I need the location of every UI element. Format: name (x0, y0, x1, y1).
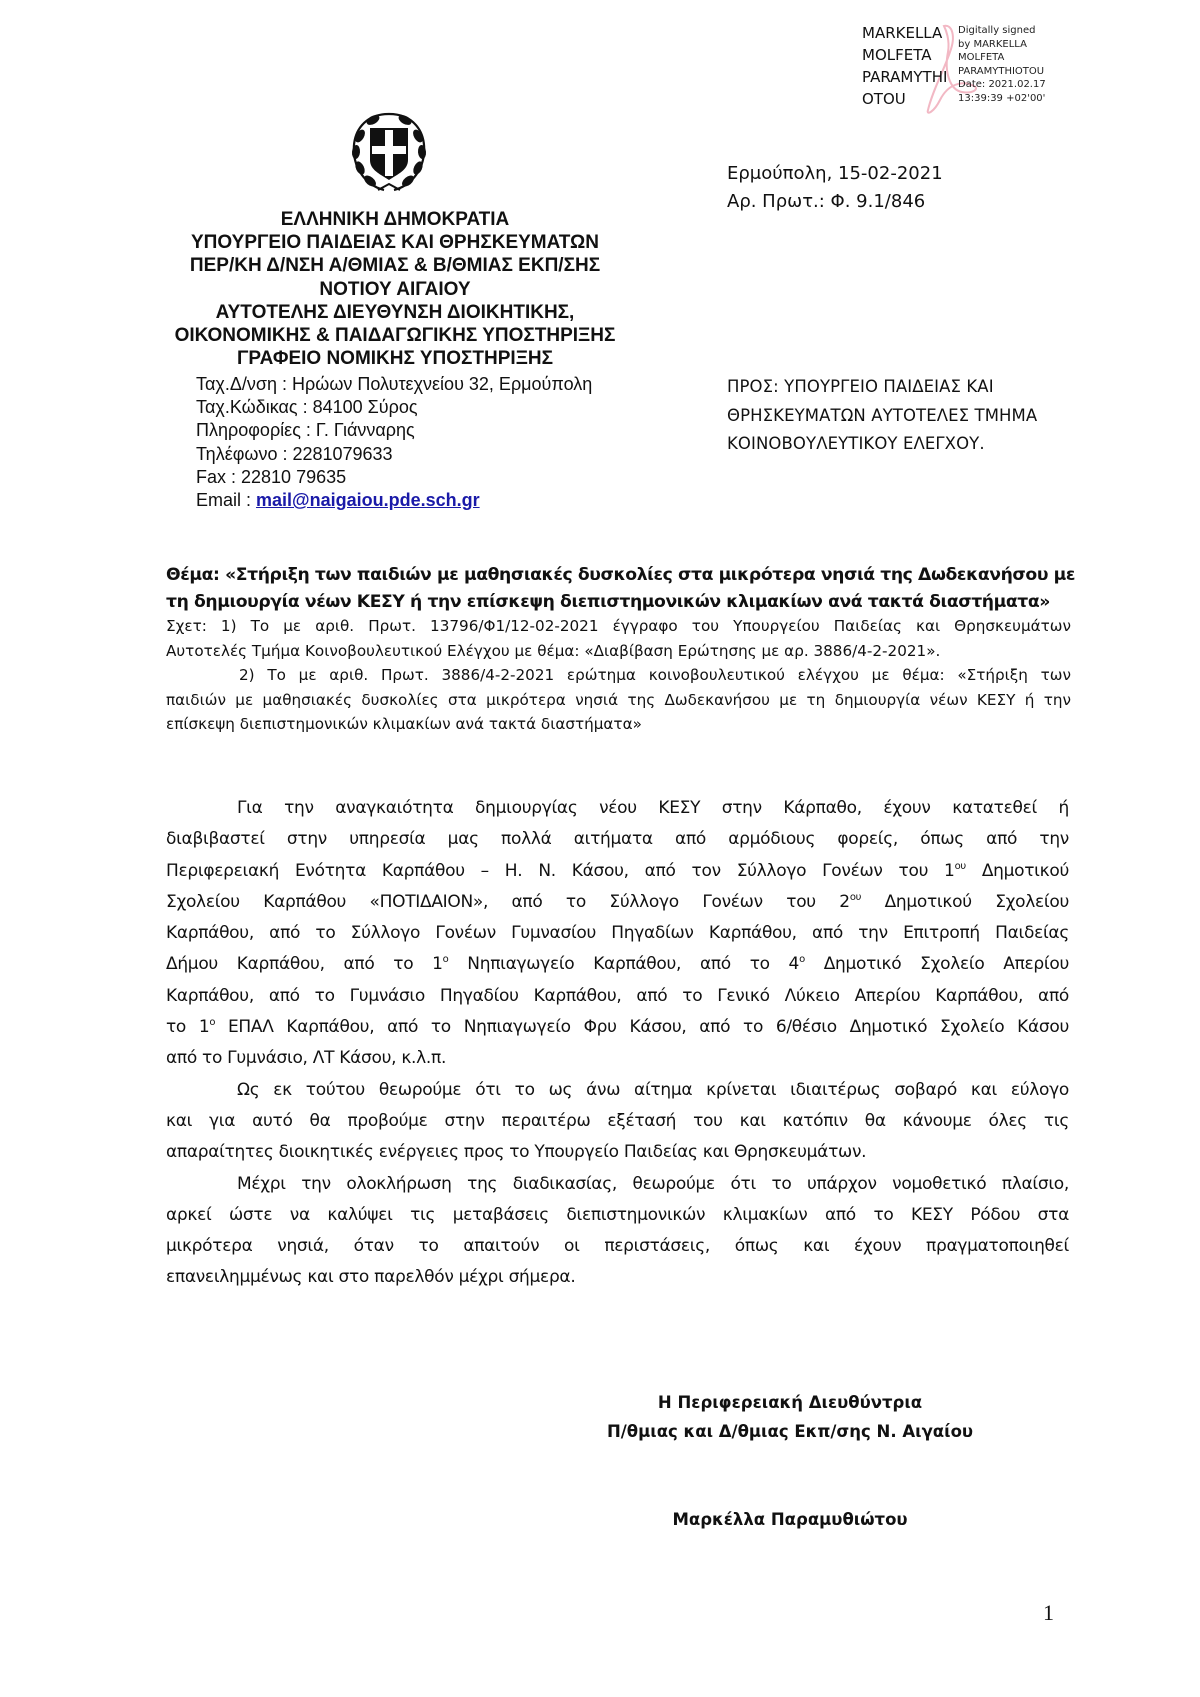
greek-coat-of-arms-icon (348, 110, 430, 194)
paragraph-line: επανειλημμένως και στο παρελθόν μέχρι σήμερα. (166, 1267, 576, 1288)
signer-name-line: OTOU (862, 90, 906, 108)
reference-line: Αυτοτελές Τμήμα Κοινοβουλευτικού Ελέγχου με θέμα: «Διαβίβαση Ερώτησης με αρ. 3886/4-2-2021». (166, 641, 941, 660)
signatory-name: Μαρκέλλα Παραμυθιώτου (672, 1510, 908, 1529)
text-span: Δημοτικό Σχολείο Απερίου (804, 954, 1069, 975)
digital-signature-stamp (862, 22, 1062, 117)
signature-date: Date: 2021.02.17 (958, 79, 1046, 90)
contact-person: Πληροφορίες : Γ. Γιάνναρης (196, 420, 415, 441)
paragraph-line: από το Γυμνάσιο, ΛΤ Κάσου, κ.λ.π. (166, 1048, 447, 1069)
postal-address: Ταχ.Δ/νση : Ηρώων Πολυτεχνείου 32, Ερμούπολη (196, 374, 593, 394)
date-protocol-block (727, 160, 943, 216)
subject-line: τη δημιουργία νέων ΚΕΣΥ ή την επίσκεψη διεπιστημονικών κλιμακίων ανά τακτά διαστήματα» (166, 592, 1050, 612)
authority-line: ΟΙΚΟΝΟΜΙΚΗΣ & ΠΑΙΔΑΓΩΓΙΚΗΣ ΥΠΟΣΤΗΡΙΞΗΣ (174, 325, 616, 347)
authority-line: ΥΠΟΥΡΓΕΙΟ ΠΑΙΔΕΙΑΣ ΚΑΙ ΘΡΗΣΚΕΥΜΑΤΩΝ (191, 232, 599, 254)
page-number: 1 (1043, 1600, 1054, 1625)
paragraph-line: απαραίτητες διοικητικές ενέργειες προς το Υπουργείο Παιδείας και Θρησκευμάτων. (166, 1142, 867, 1163)
paragraph-line: Καρπάθου, από το Γυμνάσιο Πηγαδίου Καρπάθου, από το Γενικό Λύκειο Απερίου Καρπάθου, από (166, 985, 1069, 1006)
ordinal-superscript: ο (442, 954, 449, 966)
fax-number: Fax : 22810 79635 (196, 466, 347, 487)
recipient-line: ΠΡΟΣ: ΥΠΟΥΡΓΕΙΟ ΠΑΙΔΕΙΑΣ ΚΑΙ (727, 377, 994, 396)
reference-line: Σχετ: 1) Το με αριθ. Πρωτ. 13796/Φ1/12-02-2021 έγγραφο του Υπουργείου Παιδείας και Θρησκευμάτων (166, 617, 1071, 635)
text-span: Σχολείου Καρπάθου «ΠΟΤΙΔΑΙΟΝ», από το Σύλλογο Γονέων του 2 (166, 891, 850, 912)
document-date: Ερμούπολη, 15-02-2021 (727, 163, 943, 184)
ordinal-superscript: ο (799, 954, 805, 966)
ordinal-superscript: ου (954, 860, 966, 872)
text-span: Δήμου Καρπάθου, από το 1 (166, 954, 443, 975)
authority-line: ΓΡΑΦΕΙΟ ΝΟΜΙΚΗΣ ΥΠΟΣΤΗΡΙΞΗΣ (236, 348, 554, 370)
signer-name-line: PARAMYTHI (862, 68, 948, 86)
paragraph-line (166, 1012, 1069, 1043)
contact-info (196, 373, 592, 512)
text-span: Δημοτικού Σχολείου (861, 891, 1069, 912)
email-line (196, 489, 592, 512)
authority-line: ΝΟΤΙΟΥ ΑΙΓΑΙΟΥ (319, 278, 471, 300)
reference-line: 2) Το με αριθ. Πρωτ. 3886/4-2-2021 ερώτημα κοινοβουλευτικού ελέγχου με θέμα: «Στήριξη των (239, 666, 1071, 684)
subject-line: Θέμα: «Στήριξη των παιδιών με μαθησιακές δυσκολίες στα μικρότερα νησιά της Δωδεκανήσου με (166, 565, 1076, 585)
paragraph-line: Ως εκ τούτου θεωρούμε ότι το ως άνω αίτημα κρίνεται ιδιαιτέρως σοβαρό και εύλογο (237, 1079, 1069, 1100)
paragraph-line: Μέχρι την ολοκλήρωση της διαδικασίας, θεωρούμε ότι το υπάρχον νομοθετικό πλαίσιο, (237, 1173, 1069, 1194)
email-label: Email : (196, 490, 257, 511)
signature-detail-line: PARAMYTHIOTOU (958, 65, 1045, 77)
protocol-number: Αρ. Πρωτ.: Φ. 9.1/846 (727, 191, 926, 212)
letter-body (166, 793, 1069, 1294)
paragraph-line: και για αυτό θα προβούμε στην περαιτέρω εξέτασή του και κατόπιν θα κάνουμε όλες τις (166, 1110, 1069, 1131)
paragraph-line: αρκεί ώστε να καλύψει τις μεταβάσεις διεπιστημονικών κλιμακίων από το ΚΕΣΥ Ρόδου στα (166, 1204, 1069, 1225)
signatory-title-line: Η Περιφερειακή Διευθύντρια (657, 1393, 923, 1412)
paragraph-line: διαβιβαστεί στην υπηρεσία μας πολλά αιτήματα από αρμόδιους φορείς, όπως από την (166, 829, 1069, 850)
ordinal-superscript: ου (849, 891, 862, 903)
paragraph-line (166, 949, 1069, 980)
reference-line: παιδιών με μαθησιακές δυσκολίες στα μικρότερα νησιά της Δωδεκανήσου με τη δημιουργία νέων ΚΕΣΥ ή την (166, 690, 1071, 709)
text-span: Περιφερειακή Ενότητα Καρπάθου – Η. Ν. Κάσου, από τον Σύλλογο Γονέων του 1 (166, 860, 955, 881)
signature-details (958, 24, 1046, 105)
postal-code: Ταχ.Κώδικας : 84100 Σύρος (196, 397, 418, 418)
signer-name-line: MOLFETA (862, 46, 932, 64)
text-span: το 1 (166, 1017, 210, 1038)
phone-number: Τηλέφωνο : 2281079633 (196, 443, 393, 464)
ordinal-superscript: ο (209, 1017, 216, 1029)
text-span: Νηπιαγωγείο Καρπάθου, από το 4 (448, 954, 800, 975)
text-span: ΕΠΑΛ Καρπάθου, από το Νηπιαγωγείο Φρυ Κάσου, από το 6/θέσιο Δημοτικό Σχολείο Κάσου (215, 1017, 1069, 1038)
signer-name-block (862, 22, 947, 110)
text-span: Δημοτικού (965, 860, 1069, 881)
recipient-line: ΚΟΙΝΟΒΟΥΛΕΥΤΙΚΟΥ ΕΛΕΓΧΟΥ. (727, 434, 985, 453)
email-link[interactable]: mail@naigaiou.pde.sch.gr (256, 490, 480, 511)
authority-line: ΕΛΛΗΝΙΚΗ ΔΗΜΟΚΡΑΤΙΑ (280, 209, 510, 230)
references (166, 614, 1071, 737)
authority-line: ΑΥΤΟΤΕΛΗΣ ΔΙΕΥΘΥΝΣΗ ΔΙΟΙΚΗΤΙΚΗΣ, (215, 301, 575, 323)
signature-detail-line: by MARKELLA (958, 38, 1027, 50)
signatory-title-line: Π/θμιας και Δ/θμιας Εκπ/σης Ν. Αιγαίου (606, 1422, 974, 1441)
signature-time: 13:39:39 +02'00' (958, 92, 1046, 104)
signature-detail-line: Digitally signed (958, 25, 1036, 36)
paragraph-line: μικρότερα νησιά, όταν το απαιτούν οι περιστάσεις, όπως και έχουν πραγματοποιηθεί (166, 1236, 1069, 1257)
recipient-line: ΘΡΗΣΚΕΥΜΑΤΩΝ ΑΥΤΟΤΕΛΕΣ ΤΜΗΜΑ (727, 405, 1038, 425)
authority-line: ΠΕΡ/ΚΗ Δ/ΝΣΗ Α/ΘΜΙΑΣ & Β/ΘΜΙΑΣ ΕΚΠ/ΣΗΣ (189, 255, 601, 277)
signature-detail-line: MOLFETA (958, 52, 1005, 63)
recipient-block (727, 373, 1037, 459)
signatory-title (580, 1388, 1000, 1446)
issuing-authority (150, 208, 640, 370)
paragraph-line (166, 887, 1069, 918)
paragraph-line: Καρπάθου, από το Σύλλογο Γονέων Γυμνασίου Πηγαδίων Καρπάθου, από την Επιτροπή Παιδείας (166, 923, 1069, 944)
document-subject (166, 562, 1076, 616)
signer-name-line: MARKELLA (862, 24, 943, 42)
paragraph-line: Για την αναγκαιότητα δημιουργίας νέου ΚΕΣΥ στην Κάρπαθο, έχουν κατατεθεί ή (237, 798, 1069, 818)
paragraph-line (166, 856, 1069, 887)
reference-line: επίσκεψη διεπιστημονικών κλιμακίων ανά τακτά διαστήματα» (166, 715, 642, 733)
